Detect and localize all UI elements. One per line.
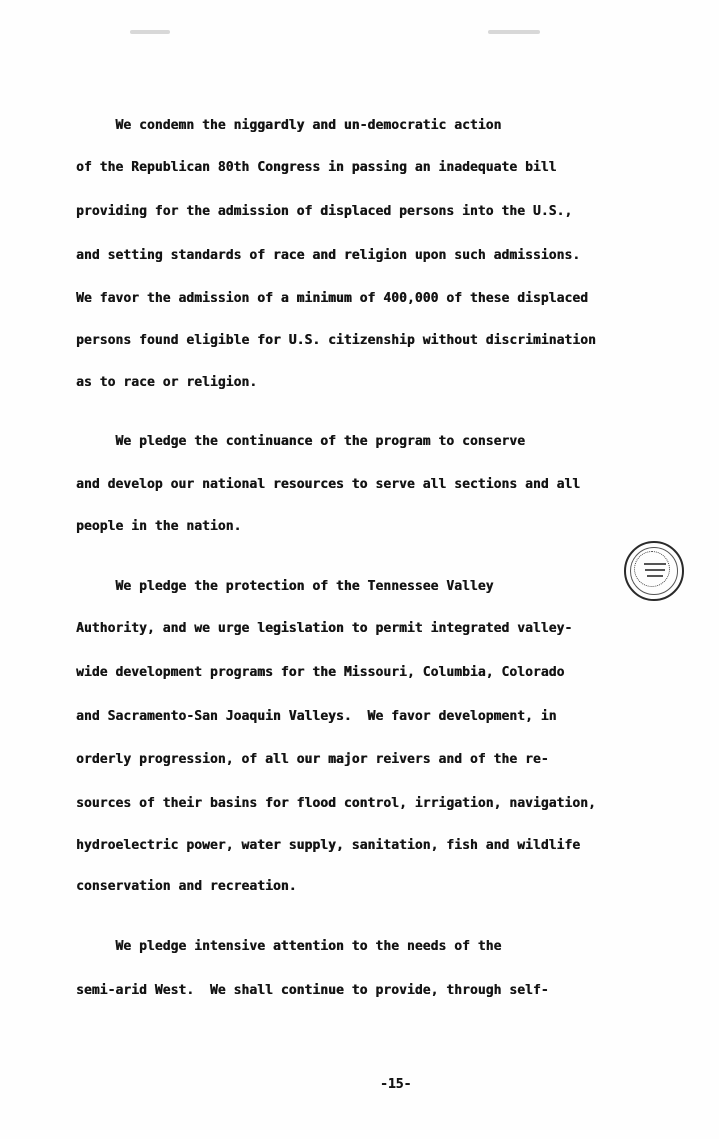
text-line: hydroelectric power, water supply, sanitation, fish and wildlife	[76, 838, 581, 853]
text-line: and develop our national resources to serve all sections and all	[76, 477, 581, 492]
text-line: of the Republican 80th Congress in passing an inadequate bill	[76, 160, 557, 175]
archival-stamp	[624, 541, 684, 601]
text-line: sources of their basins for flood control, irrigation, navigation,	[76, 796, 596, 811]
faint-mark-left	[130, 30, 170, 34]
text-line: We pledge the continuance of the program to conserve	[76, 434, 525, 449]
page-number: -15-	[380, 1077, 412, 1092]
text-line: We pledge the protection of the Tennessee Valley	[76, 579, 494, 594]
text-line: persons found eligible for U.S. citizenship without discrimination	[76, 333, 596, 348]
text-line: as to race or religion.	[76, 375, 258, 390]
text-line: providing for the admission of displaced persons into the U.S.,	[76, 204, 573, 219]
text-line: We favor the admission of a minimum of 400,000 of these displaced	[76, 291, 588, 306]
text-line: and Sacramento-San Joaquin Valleys. We favor development, in	[76, 709, 557, 724]
stamp-text-mark	[645, 569, 665, 571]
stamp-text-mark	[644, 563, 666, 565]
stamp-text-mark	[647, 575, 663, 577]
text-line: We condemn the niggardly and un-democratic action	[76, 118, 502, 133]
text-line: orderly progression, of all our major reivers and of the re-	[76, 752, 549, 767]
text-line: Authority, and we urge legislation to permit integrated valley-	[76, 621, 573, 636]
text-line: We pledge intensive attention to the needs of the	[76, 939, 502, 954]
text-line: semi-arid West. We shall continue to provide, through self-	[76, 983, 549, 998]
text-line: wide development programs for the Missouri, Columbia, Colorado	[76, 665, 565, 680]
text-line: people in the nation.	[76, 519, 242, 534]
text-line: conservation and recreation.	[76, 879, 297, 894]
text-line: and setting standards of race and religion upon such admissions.	[76, 248, 581, 263]
faint-mark-right	[488, 30, 540, 34]
